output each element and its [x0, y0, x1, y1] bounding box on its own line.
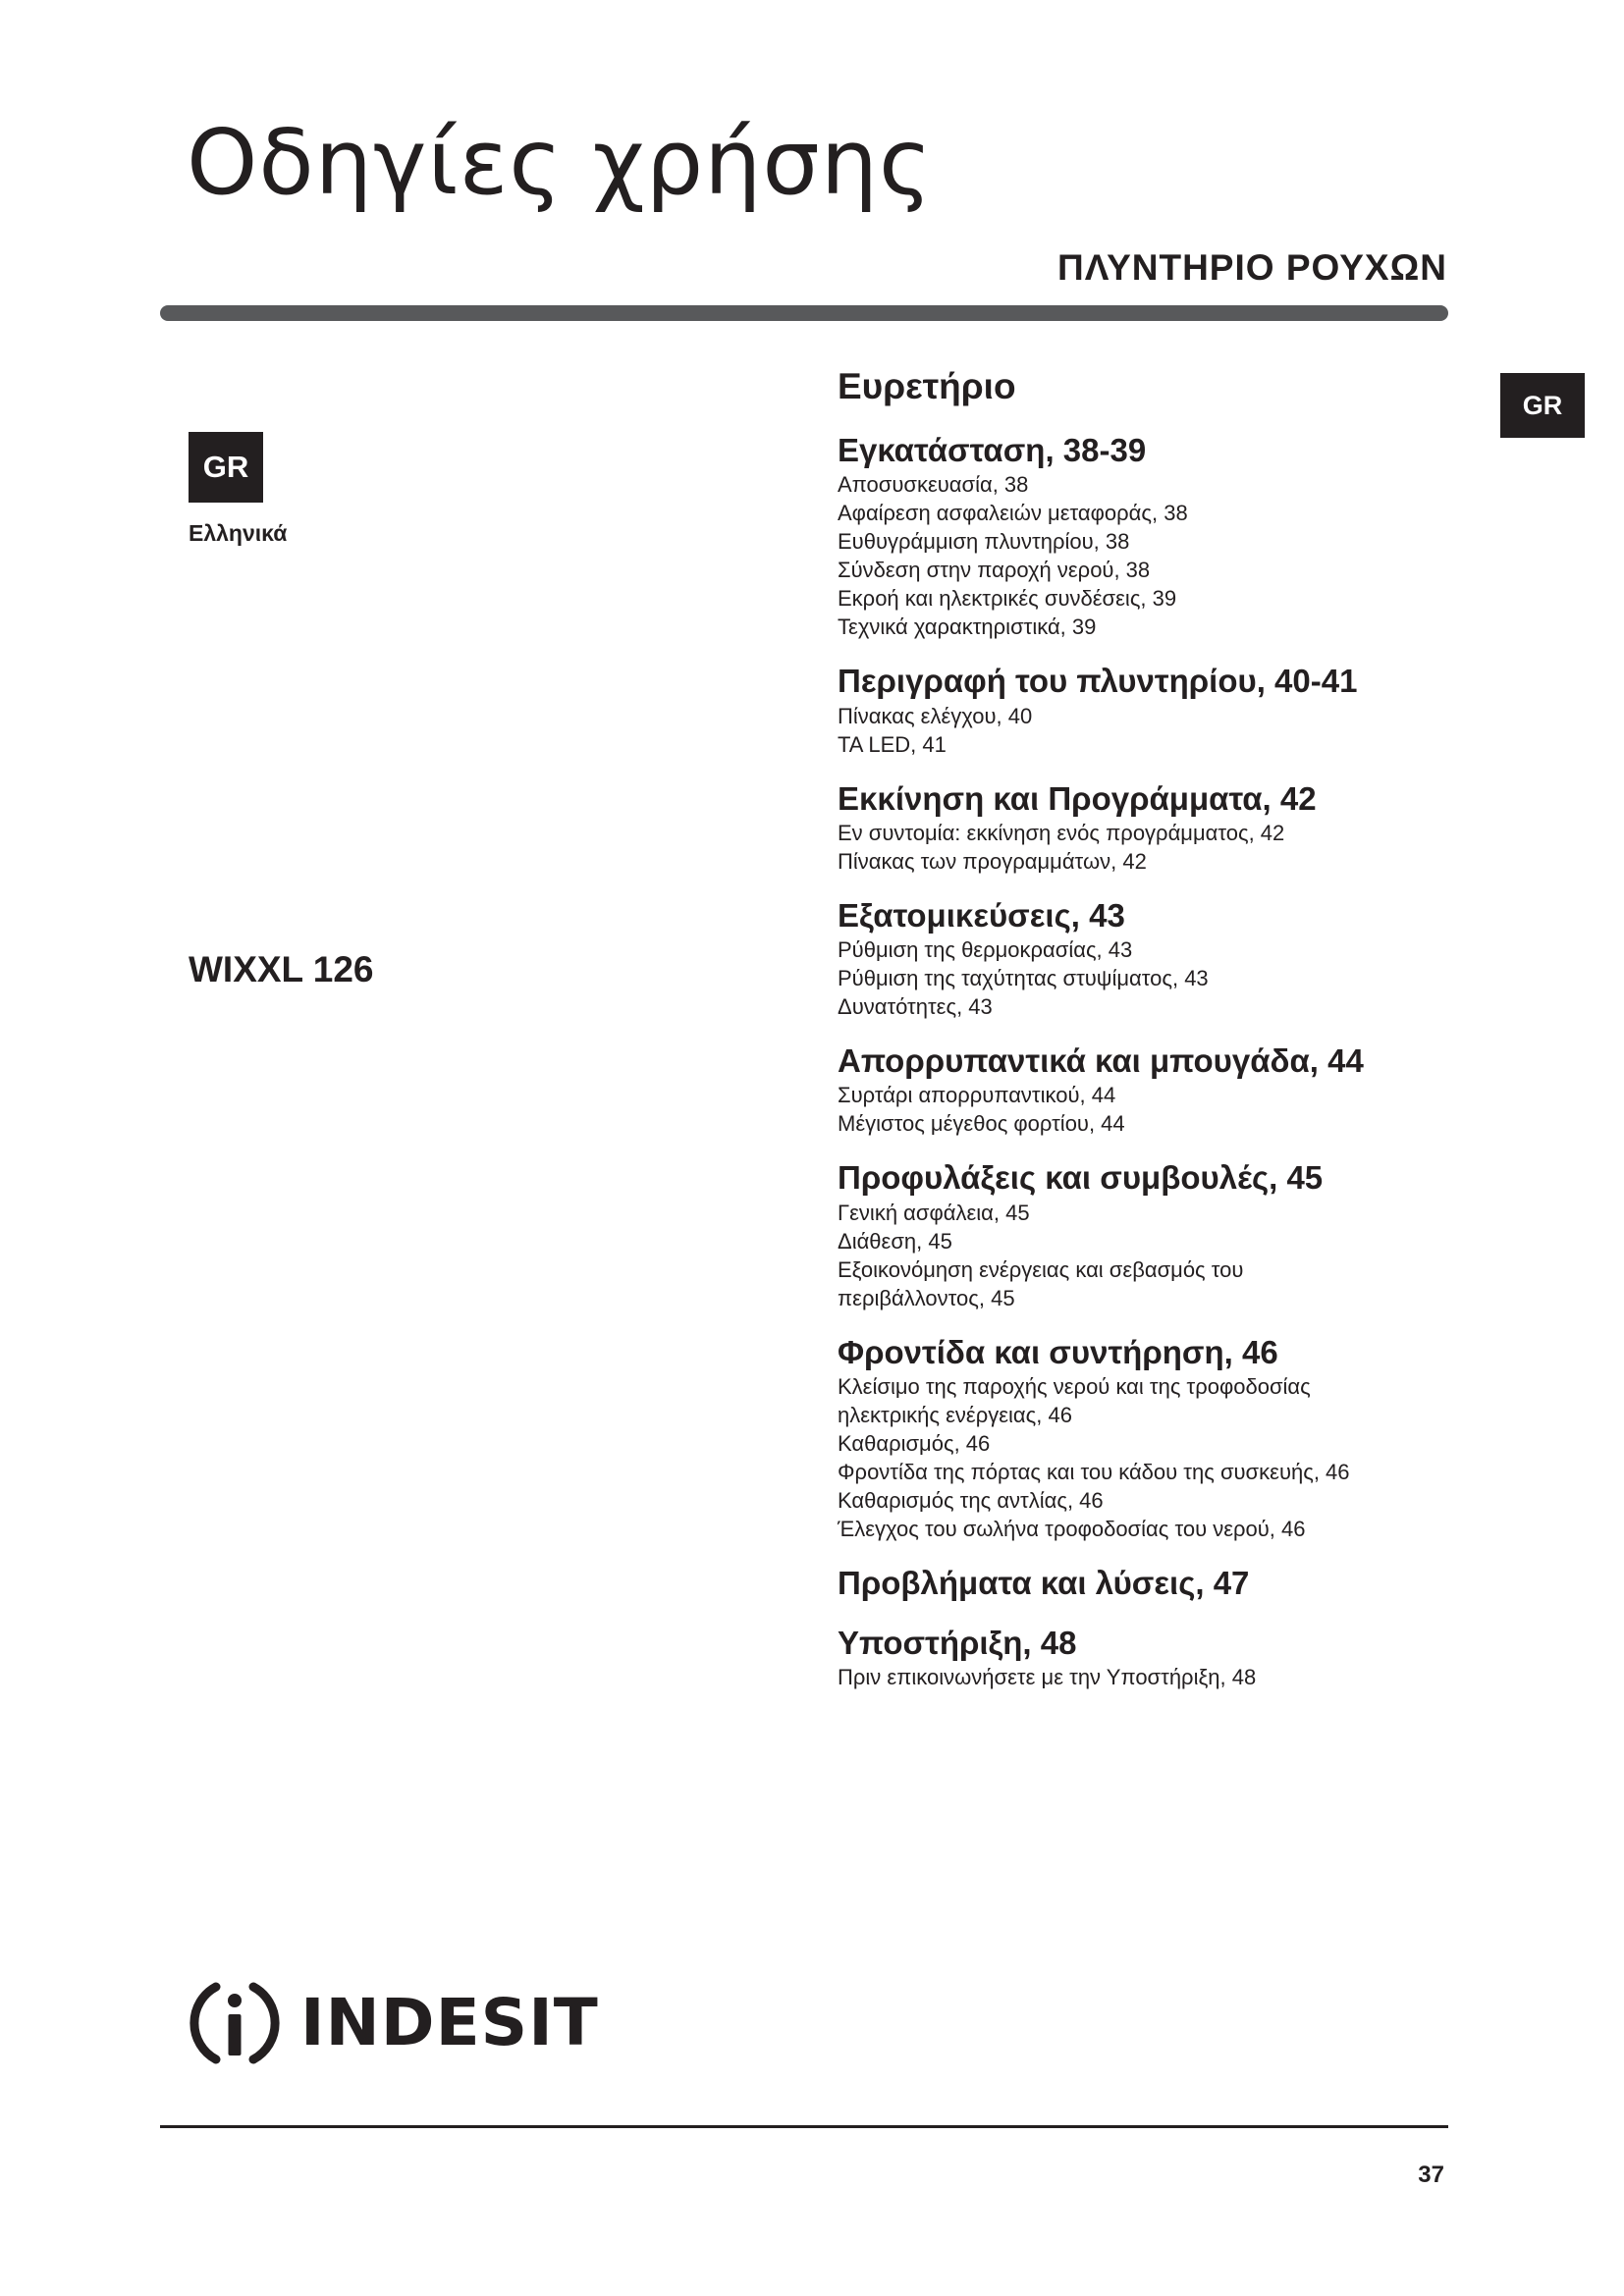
toc-section-title: Περιγραφή του πλυντηρίου, 40-41 [838, 663, 1358, 700]
toc-section [838, 430, 1466, 641]
toc-entry: Διάθεση, 45 [838, 1228, 952, 1254]
toc-section [838, 778, 1466, 876]
toc-entry: Τεχνικά χαρακτηριστικά, 39 [838, 614, 1097, 640]
toc-section-title: Προβλήματα και λύσεις, 47 [838, 1564, 1250, 1601]
toc-section [838, 1041, 1466, 1138]
page-number: 37 [1418, 2162, 1444, 2188]
toc-entry: Καθαρισμός, 46 [838, 1430, 991, 1456]
toc-entry: Ευθυγράμμιση πλυντηρίου, 38 [838, 529, 1130, 555]
toc-entry: Κλείσιμο της παροχής νερού και της τροφοδοσίας [838, 1373, 1311, 1399]
toc-section-title: Εκκίνηση και Προγράμματα, 42 [838, 779, 1317, 817]
toc-section-title: Απορρυπαντικά και μπουγάδα, 44 [838, 1042, 1364, 1079]
toc-entry: Καθαρισμός της αντλίας, 46 [838, 1487, 1104, 1513]
toc-entry: Ρύθμιση της ταχύτητας στυψίματος, 43 [838, 966, 1209, 990]
footer-divider [160, 2125, 1448, 2128]
brand-logo [187, 1975, 599, 2071]
toc-section-title: Φροντίδα και συντήρηση, 46 [838, 1333, 1278, 1370]
toc-section [838, 1563, 1466, 1603]
toc-section [838, 895, 1466, 1021]
toc-entry: Αφαίρεση ασφαλειών μεταφοράς, 38 [838, 501, 1188, 526]
toc-entry: Εκροή και ηλεκτρικές συνδέσεις, 39 [838, 586, 1177, 612]
toc-section [838, 1332, 1466, 1543]
toc-section-title: Εγκατάσταση, 38-39 [838, 432, 1147, 468]
toc-entry: Αποσυσκευασία, 38 [838, 472, 1029, 498]
toc-entry: Εξοικονόμηση ενέργειας και σεβασμός του [838, 1256, 1244, 1282]
document-subtitle: ΠΛΥΝΤΗΡΙΟ ΡΟΥΧΩΝ [1057, 247, 1447, 288]
toc-entry: Έλεγχος του σωλήνα τροφοδοσίας του νερού, 46 [838, 1516, 1306, 1541]
toc-entry: περιβάλλοντος, 45 [838, 1285, 1015, 1310]
toc-section [838, 1157, 1466, 1311]
toc-sections [838, 430, 1466, 1691]
model-name: WIXXL 126 [189, 949, 374, 989]
toc-entry: ΤΑ LED, 41 [838, 731, 947, 757]
toc-entry: Γενική ασφάλεια, 45 [838, 1200, 1030, 1225]
toc-entry: Πίνακας ελέγχου, 40 [838, 703, 1033, 728]
toc-heading: Ευρετήριο [838, 366, 1016, 406]
table-of-contents [838, 368, 1466, 1711]
toc-entry: Εν συντομία: εκκίνηση ενός προγράμματος, 42 [838, 820, 1285, 845]
document-title: Οδηγίες χρήσης [187, 110, 934, 215]
toc-entry: Ρύθμιση της θερμοκρασίας, 43 [838, 937, 1133, 962]
toc-entry: Μέγιστος μέγεθος φορτίου, 44 [838, 1111, 1125, 1137]
brand-wordmark: INDESIT [300, 1985, 599, 2060]
language-name: Ελληνικά [189, 520, 288, 546]
toc-entry: Πίνακας των προγραμμάτων, 42 [838, 848, 1147, 874]
toc-section-title: Προφυλάξεις και συμβουλές, 45 [838, 1159, 1324, 1197]
toc-entry: Πριν επικοινωνήσετε με την Υποστήριξη, 48 [838, 1665, 1257, 1690]
toc-entry: Φροντίδα της πόρτας και του κάδου της συσκευής, 46 [838, 1459, 1350, 1484]
toc-entry: Συρτάρι απορρυπαντικού, 44 [838, 1083, 1116, 1108]
header-divider [160, 305, 1448, 321]
language-code-badge: GR [189, 432, 263, 503]
toc-entry: Σύνδεση στην παροχή νερού, 38 [838, 558, 1151, 583]
toc-section-title: Υποστήριξη, 48 [838, 1625, 1077, 1661]
toc-section-title: Εξατομικεύσεις, 43 [838, 896, 1125, 934]
toc-entry: Δυνατότητες, 43 [838, 994, 993, 1019]
indesit-logo-icon [187, 1975, 283, 2071]
toc-entry: ηλεκτρικής ενέργειας, 46 [838, 1402, 1072, 1427]
toc-section [838, 661, 1466, 758]
language-side-tab: GR [1500, 373, 1585, 438]
toc-section [838, 1623, 1466, 1691]
